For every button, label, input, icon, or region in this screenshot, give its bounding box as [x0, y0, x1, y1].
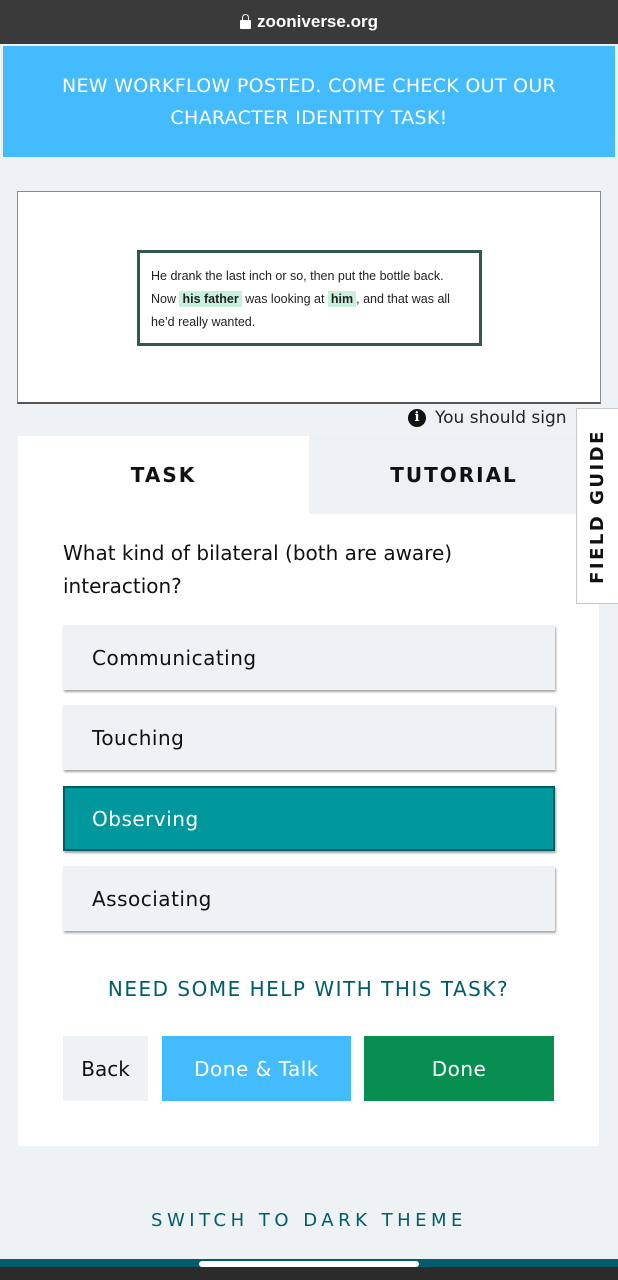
answer-label: Observing: [92, 806, 199, 831]
done-and-talk-button[interactable]: [162, 1036, 351, 1101]
url-text: zooniverse.org: [257, 12, 378, 31]
task-help-link[interactable]: [18, 977, 599, 1001]
done-button-label: Done: [431, 1056, 487, 1081]
back-button-label: Back: [81, 1056, 130, 1081]
field-guide-label: FIELD GUIDE: [587, 428, 609, 584]
answer-label: Communicating: [92, 645, 257, 670]
task-question: What kind of bilateral (both are aware) interaction?: [63, 541, 453, 598]
tab-tutorial-label: TUTORIAL: [390, 463, 518, 487]
answer-communicating[interactable]: [63, 625, 555, 690]
answer-associating[interactable]: [63, 866, 555, 931]
back-button[interactable]: [63, 1036, 148, 1101]
answer-label: Touching: [92, 725, 185, 750]
subject-highlight-1: his father: [179, 291, 241, 307]
subject-text-box: [137, 250, 482, 346]
subject-text-part-3: , and that was all he’d really wanted.: [151, 292, 450, 329]
lock-icon: [240, 20, 251, 29]
home-indicator[interactable]: [199, 1261, 419, 1267]
answer-observing[interactable]: [63, 786, 555, 851]
subject-highlight-2: him: [328, 291, 356, 307]
browser-url-bar[interactable]: [0, 0, 618, 44]
done-and-talk-label: Done & Talk: [194, 1056, 319, 1081]
field-guide-tab[interactable]: [576, 408, 618, 604]
answer-touching[interactable]: [63, 705, 555, 770]
subject-text-part-1: He drank the last inch or so, then put the bottle back. Now: [151, 269, 444, 306]
announcement-banner[interactable]: [3, 46, 615, 157]
info-icon: i: [408, 409, 426, 427]
subject-text-part-2: was looking at: [241, 292, 328, 306]
task-help-label: NEED SOME HELP WITH THIS TASK?: [107, 977, 510, 1001]
tab-task[interactable]: [18, 436, 309, 514]
dark-theme-toggle[interactable]: [0, 1210, 618, 1231]
subject-viewer: [17, 191, 601, 404]
announcement-text: NEW WORKFLOW POSTED. COME CHECK OUT OUR CHARACTER IDENTITY TASK!: [61, 74, 557, 129]
answer-label: Associating: [92, 886, 212, 911]
sign-in-notice-text: You should sign: [435, 408, 567, 428]
sign-in-notice: [408, 408, 567, 428]
done-button[interactable]: [364, 1036, 554, 1101]
task-panel: [18, 436, 599, 1146]
dark-theme-label: SWITCH TO DARK THEME: [151, 1210, 467, 1231]
tab-task-label: TASK: [130, 463, 197, 487]
tab-tutorial[interactable]: [309, 436, 599, 514]
